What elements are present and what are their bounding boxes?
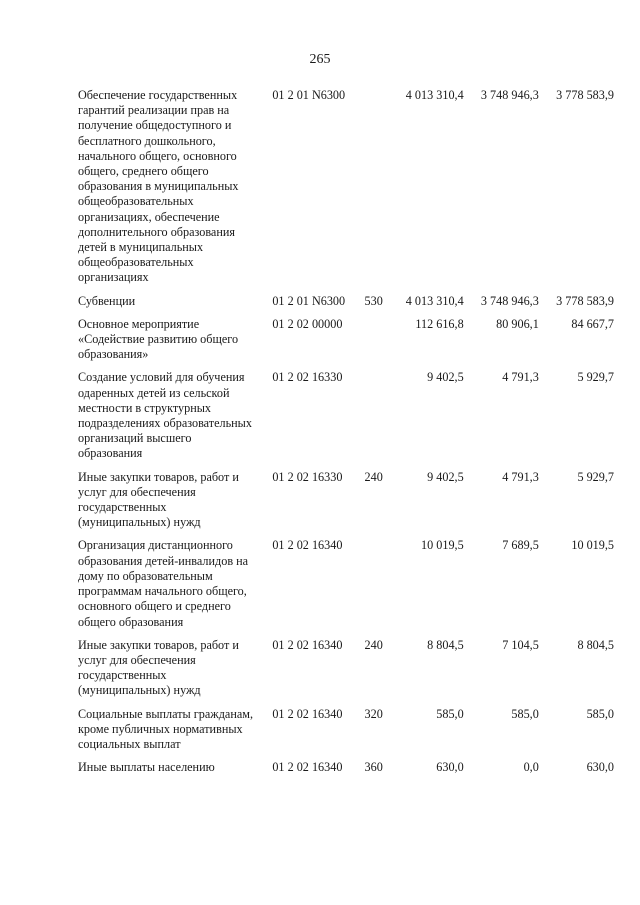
row-value-2: 4 791,3 [502,370,539,385]
row-value-3: 3 778 583,9 [556,88,614,102]
row-code: 01 2 02 00000 [272,316,343,331]
row-value-2: 7 689,5 [502,538,539,553]
page-number: 265 [309,52,331,67]
row-value-2: 585,0 [511,706,539,721]
budget-table [78,88,614,783]
row-value-2: 3 748 946,3 [480,293,539,308]
row-value-1: 4 013 310,4 [405,88,464,102]
row-name: Социальные выплаты гражданам, кроме публичных нормативных социальных выплат [78,706,254,751]
row-kind [365,370,389,469]
table-row [78,538,614,637]
row-name: Иные закупки товаров, работ и услуг для обеспечения государственных (муниципальных) нужд [78,469,239,530]
table-row [78,638,614,707]
row-code: 01 2 02 16340 [272,760,343,775]
row-value-2: 4 791,3 [502,469,539,484]
row-value-3: 5 929,7 [577,469,614,484]
row-value-3: 84 667,7 [571,316,614,331]
row-code: 01 2 01 N6300 [272,88,346,102]
row-value-1: 9 402,5 [427,370,464,385]
row-value-1: 585,0 [436,706,464,721]
row-value-1: 630,0 [436,760,464,775]
row-kind: 240 [364,469,383,484]
row-kind [365,88,389,294]
table-row [78,88,614,294]
row-code: 01 2 02 16340 [272,706,343,721]
row-value-2: 3 748 946,3 [480,88,539,102]
table-row [78,370,614,469]
row-kind: 360 [364,760,383,775]
row-name: Организация дистанционного образования детей-инвалидов на дому по образовательным программам начального общего, основного общего и среднего общего образования [78,538,249,629]
row-code: 01 2 02 16340 [272,538,343,553]
row-name: Обеспечение государственных гарантий реализации прав на получение общедоступного и бесплатного дошкольного, начального общего, основного общего, среднего общего образования в муниципальных общеобразовательных организациях, обеспечение дополнительного образования детей в муниципальных общеобразовательных организациях [78,88,239,285]
row-code: 01 2 02 16330 [272,370,343,385]
row-value-1: 9 402,5 [427,469,464,484]
row-value-2: 0,0 [523,760,539,775]
row-kind [365,317,389,371]
row-value-2: 7 104,5 [502,637,539,652]
table-row [78,470,614,539]
row-code: 01 2 02 16340 [272,637,343,652]
row-value-2: 80 906,1 [496,316,539,331]
row-name: Основное мероприятие «Содействие развитию общего образования» [78,316,239,362]
row-value-3: 5 929,7 [577,370,614,385]
row-name: Иные выплаты населению [78,760,215,775]
table-row [78,317,614,371]
row-kind [365,538,389,637]
row-name: Иные закупки товаров, работ и услуг для обеспечения государственных (муниципальных) нужд [78,637,239,698]
row-value-1: 112 616,8 [415,316,464,331]
row-value-3: 8 804,5 [577,637,614,652]
row-name: Создание условий для обучения одаренных детей из сельской местности в структурных подразделениях образовательных организаций высшего образования [78,370,252,461]
row-code: 01 2 02 16330 [272,469,343,484]
row-value-3: 3 778 583,9 [556,293,614,308]
table-row [78,707,614,761]
row-value-1: 10 019,5 [421,538,464,553]
row-name: Субвенции [78,293,136,308]
row-kind: 320 [364,706,383,721]
row-code: 01 2 01 N6300 [272,293,346,308]
table-row [78,760,614,783]
table-row [78,294,614,317]
row-kind: 530 [364,293,383,308]
row-value-3: 585,0 [586,706,614,721]
row-kind: 240 [364,637,383,652]
row-value-1: 8 804,5 [427,637,464,652]
row-value-1: 4 013 310,4 [405,293,464,308]
row-value-3: 630,0 [586,760,614,775]
row-value-3: 10 019,5 [571,538,614,553]
